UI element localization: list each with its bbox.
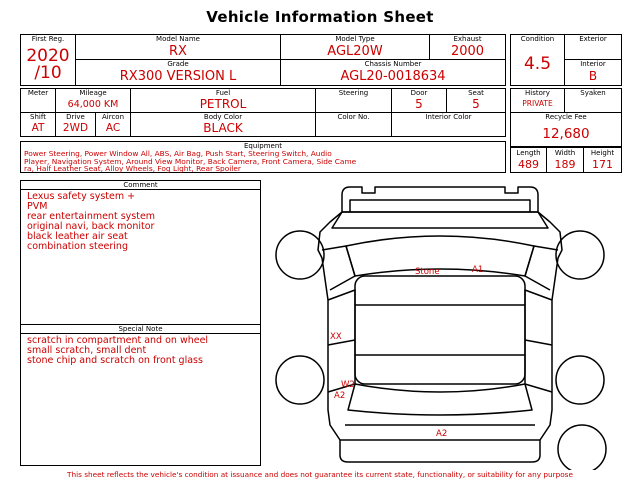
width-label: Width [554,149,576,157]
sheet-title: Vehicle Information Sheet [206,8,434,26]
history-value: PRIVATE [522,99,553,108]
grade-label: Grade [167,60,189,68]
length-label: Length [516,149,541,157]
condition-value: 4.5 [523,54,552,74]
body-color-label: Body Color [203,113,243,121]
model-type-label: Model Type [335,35,375,43]
hood-outline [332,212,548,228]
steering-label: Steering [338,89,369,97]
recycle-fee-label: Recycle Fee [545,113,587,121]
chassis-cell [280,59,506,86]
aircon-cell [95,112,131,137]
mileage-value: 64,000 KM [67,99,119,110]
height-value: 171 [592,158,613,171]
aircon-value: AC [105,122,121,134]
door-value: 5 [415,97,423,111]
door-label: Door [410,89,428,97]
exhaust-label: Exhaust [453,35,482,43]
front-fender-left [322,246,355,290]
drive-label: Drive [66,113,85,121]
vehicle-damage-diagram [262,178,622,470]
history-cell [510,88,565,113]
exhaust-cell [429,34,506,60]
model-name-cell [75,34,281,60]
mark-stone: Stone [415,267,440,277]
exterior-label: Exterior [579,35,607,43]
color-no-cell [315,112,392,137]
wheel-front-left-icon [276,231,324,279]
grade-value: RX300 VERSION L [119,69,237,84]
mileage-cell [55,88,131,113]
mark-w2: W2 [341,380,355,390]
comment-text: Lexus safety system + PVM rear entertainment system original navi, back monitor black leather air seat combination steering [27,191,156,252]
seat-value: 5 [472,97,480,111]
shift-label: Shift [30,113,46,121]
special-note-text: scratch in compartment and on wheel small scratch, small dent stone chip and scratch on front glass [27,335,209,366]
history-label: History [525,89,550,97]
fuel-value: PETROL [199,97,247,111]
wheel-rear-right-icon [556,356,604,404]
height-label: Height [590,149,615,157]
fuel-cell [130,88,316,113]
door-cell [391,88,447,113]
drive-value: 2WD [62,122,89,134]
mark-a2-side: A2 [334,391,346,401]
length-value: 489 [518,158,539,171]
condition-cell [510,34,565,86]
front-bumper-outline [350,200,530,212]
mark-a1: A1 [472,265,484,275]
first-reg-year: 2020 [26,46,70,66]
recycle-fee-cell [510,112,622,147]
spare-wheel-icon [558,425,606,470]
interior-label: Interior [580,60,606,68]
disclaimer-footer: This sheet reflects the vehicle's condition at issuance and does not guarantee its current state, functionality, or suitability for any purpose [67,470,573,479]
chassis-value: AGL20-0018634 [340,69,446,84]
width-cell [546,147,584,173]
roof-outline [355,276,525,384]
body-color-cell [130,112,316,137]
grade-cell [75,59,281,86]
exterior-cell [564,34,622,60]
syaken-cell [564,88,622,113]
aircon-label: Aircon [101,113,125,121]
color-no-label: Color No. [337,113,370,121]
special-note-box [20,324,261,466]
chassis-label: Chassis Number [364,60,422,68]
width-value: 189 [554,158,576,171]
wheel-rear-left-icon [276,356,324,404]
first-reg-cell [20,34,76,86]
equipment-cell [20,141,506,173]
model-type-cell [280,34,430,60]
mark-a2-rear: A2 [436,429,448,439]
model-name-label: Model Name [156,35,200,43]
interior-cell [564,59,622,86]
equipment-text: Power Steering, Power Window All, ABS, Air Bag, Push Start, Steering Switch, Audio Player, Navigation System, Around View Monitor, Back Camera, Front Camera, Side Came ra, Half Leather Seat, Alloy Wheels, Fog Light, Rear Spoiler [24,149,357,174]
special-note-label: Special Note [21,325,260,334]
exhaust-value: 2000 [450,44,485,59]
interior-value: B [588,69,598,83]
seat-cell [446,88,506,113]
height-cell [583,147,622,173]
drive-cell [55,112,96,137]
first-reg-month: /10 [34,63,62,83]
steering-cell [315,88,392,113]
condition-label: Condition [520,35,555,43]
length-cell [510,147,547,173]
shift-cell [20,112,56,137]
seat-label: Seat [468,89,484,97]
wheel-front-right-icon [556,231,604,279]
fuel-label: Fuel [215,89,231,97]
front-fender-right [525,246,558,290]
equipment-label: Equipment [244,142,282,150]
body-color-value: BLACK [203,121,243,135]
shift-value: AT [31,122,45,134]
model-name-value: RX [169,44,187,59]
model-type-value: AGL20W [327,44,383,59]
meter-cell [20,88,56,113]
comment-label: Comment [21,181,260,190]
first-reg-label: First Reg. [31,35,65,43]
recycle-fee-value: 12,680 [542,126,590,142]
syaken-label: Syaken [580,89,606,97]
interior-color-label: Interior Color [425,113,472,121]
meter-label: Meter [27,89,49,97]
interior-color-cell [391,112,506,137]
mileage-label: Mileage [79,89,107,97]
rear-view-outline [340,440,540,462]
comment-box [20,180,261,325]
rear-window-outline [348,384,532,415]
mark-xx: XX [330,332,342,342]
windshield-outline [346,236,534,276]
